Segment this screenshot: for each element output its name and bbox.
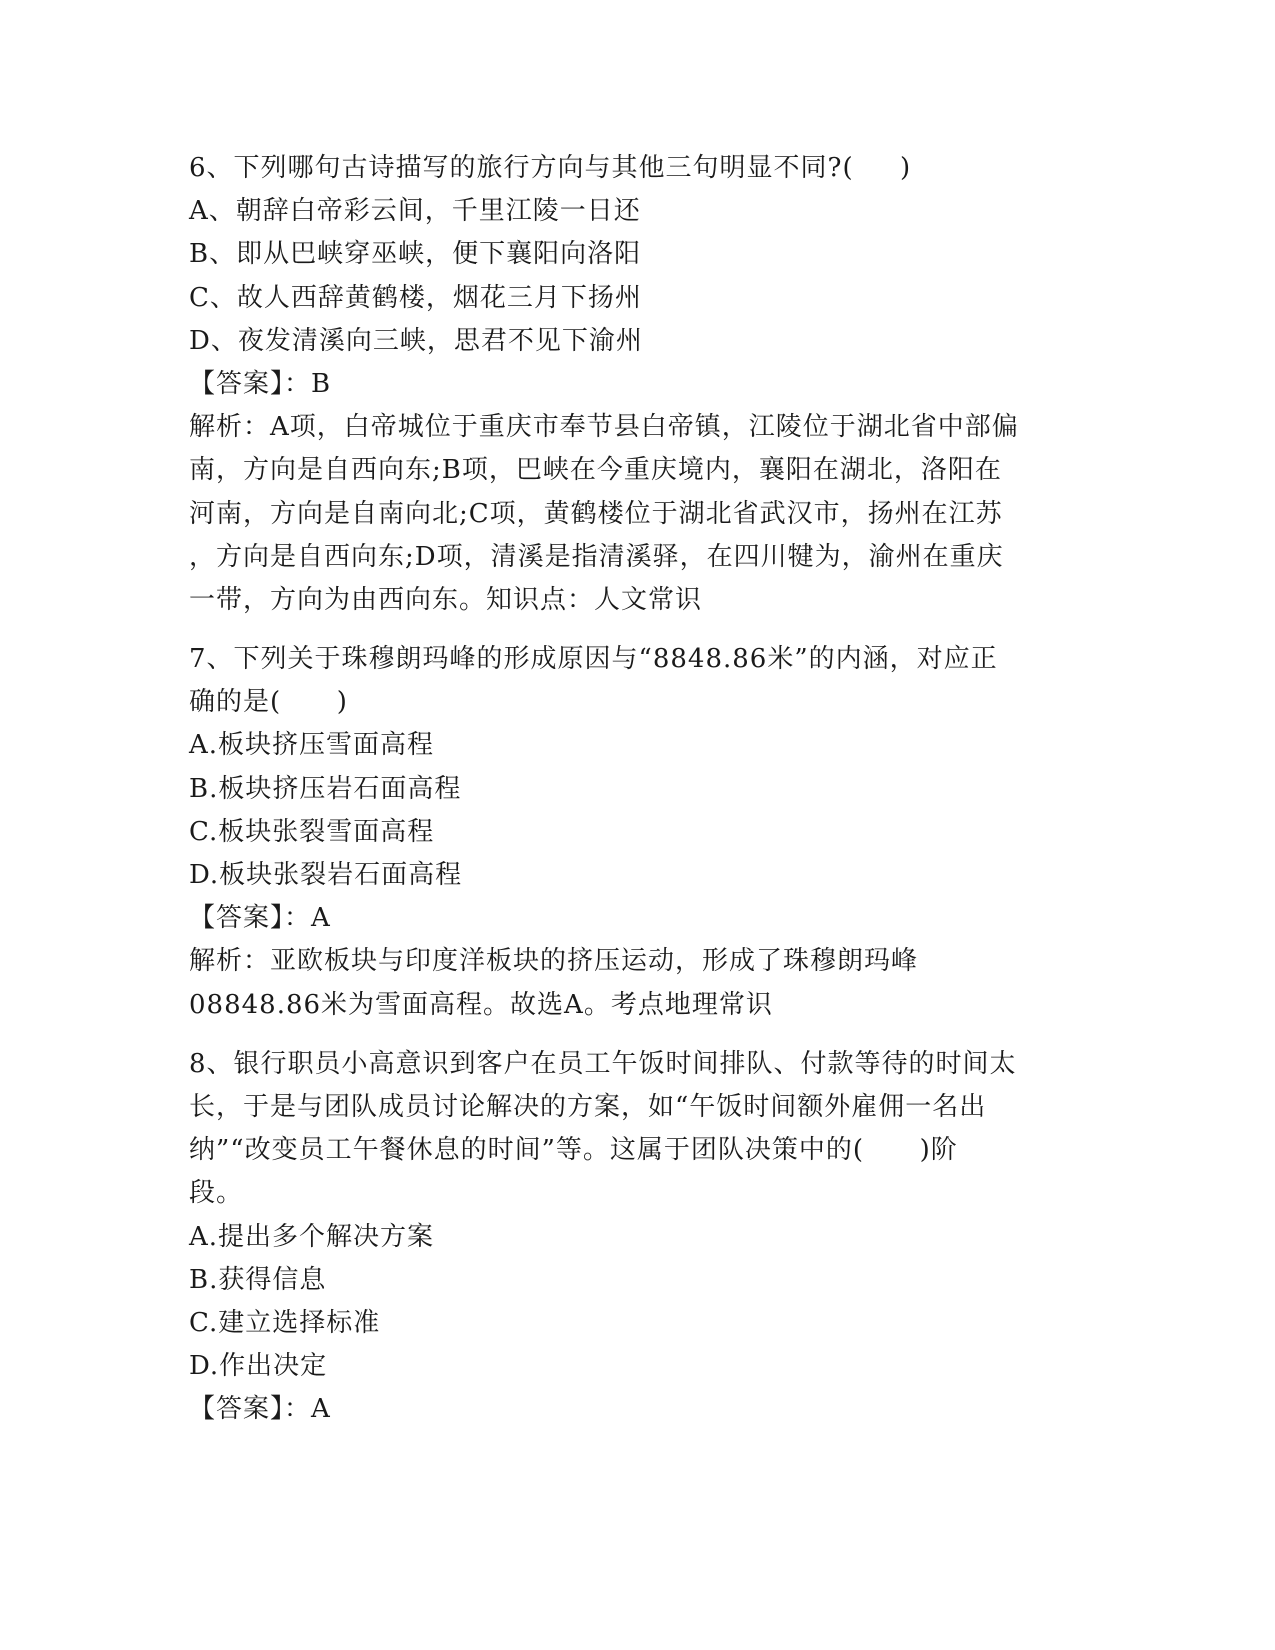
- question-stem-line: 长，于是与团队成员讨论解决的方案，如“午饭时间额外雇佣一名出: [189, 1091, 987, 1122]
- question-separator: [189, 622, 1089, 638]
- question-stem-line: 7、下列关于珠穆朗玛峰的形成原因与“8848.86米”的内涵，对应正: [189, 644, 998, 675]
- answer-line: 【答案】：A: [189, 903, 331, 934]
- question-stem-line: 段。: [189, 1178, 244, 1209]
- analysis-line: 解析：A项，白帝城位于重庆市奉节县白帝镇，江陵位于湖北省中部偏: [189, 412, 1019, 443]
- option-b: B.板块挤压岩石面高程: [189, 773, 462, 804]
- analysis-line: ，方向是自西向东;D项，清溪是指清溪驿，在四川犍为，渝州在重庆: [189, 541, 1004, 572]
- question-separator: [189, 1027, 1089, 1043]
- option-c: C.板块张裂雪面高程: [189, 816, 435, 847]
- question-stem-line: 6、下列哪句古诗描写的旅行方向与其他三句明显不同?( ): [189, 153, 912, 183]
- question-7: [189, 638, 1089, 1027]
- analysis-line: 08848.86米为雪面高程。故选A。考点地理常识: [189, 989, 773, 1020]
- analysis-line: 河南，方向是自南向北;C项，黄鹤楼位于湖北省武汉市，扬州在江苏: [189, 498, 1003, 529]
- option-a: A、朝辞白帝彩云间，千里江陵一日还: [189, 196, 641, 227]
- option-a: A.板块挤压雪面高程: [189, 730, 435, 761]
- question-8: [189, 1043, 1089, 1432]
- answer-line: 【答案】：A: [189, 1394, 331, 1425]
- question-6: [189, 147, 1089, 622]
- option-d: D.板块张裂岩石面高程: [189, 860, 463, 890]
- option-b: B、即从巴峡穿巫峡，便下襄阳向洛阳: [189, 239, 642, 270]
- question-stem-line: 8、银行职员小高意识到客户在员工午饭时间排队、付款等待的时间太: [189, 1048, 1017, 1079]
- option-d: D.作出决定: [189, 1351, 328, 1382]
- analysis-line: 南，方向是自西向东;B项，巴峡在今重庆境内，襄阳在湖北，洛阳在: [189, 455, 1002, 486]
- document-page: [189, 147, 1089, 1431]
- option-a: A.提出多个解决方案: [189, 1221, 435, 1252]
- answer-line: 【答案】：B: [189, 368, 332, 399]
- option-b: B.获得信息: [189, 1264, 327, 1295]
- option-c: C、故人西辞黄鹤楼，烟花三月下扬州: [189, 282, 642, 313]
- question-stem-line: 确的是( ): [189, 687, 348, 718]
- analysis-line: 解析：亚欧板块与印度洋板块的挤压运动，形成了珠穆朗玛峰: [189, 946, 919, 977]
- analysis-line: 一带，方向为由西向东。知识点：人文常识: [189, 584, 703, 615]
- option-c: C.建立选择标准: [189, 1307, 381, 1338]
- question-stem-line: 纳”“改变员工午餐休息的时间”等。这属于团队决策中的( )阶: [189, 1135, 958, 1166]
- option-d: D、夜发清溪向三峡，思君不见下渝州: [189, 325, 643, 356]
